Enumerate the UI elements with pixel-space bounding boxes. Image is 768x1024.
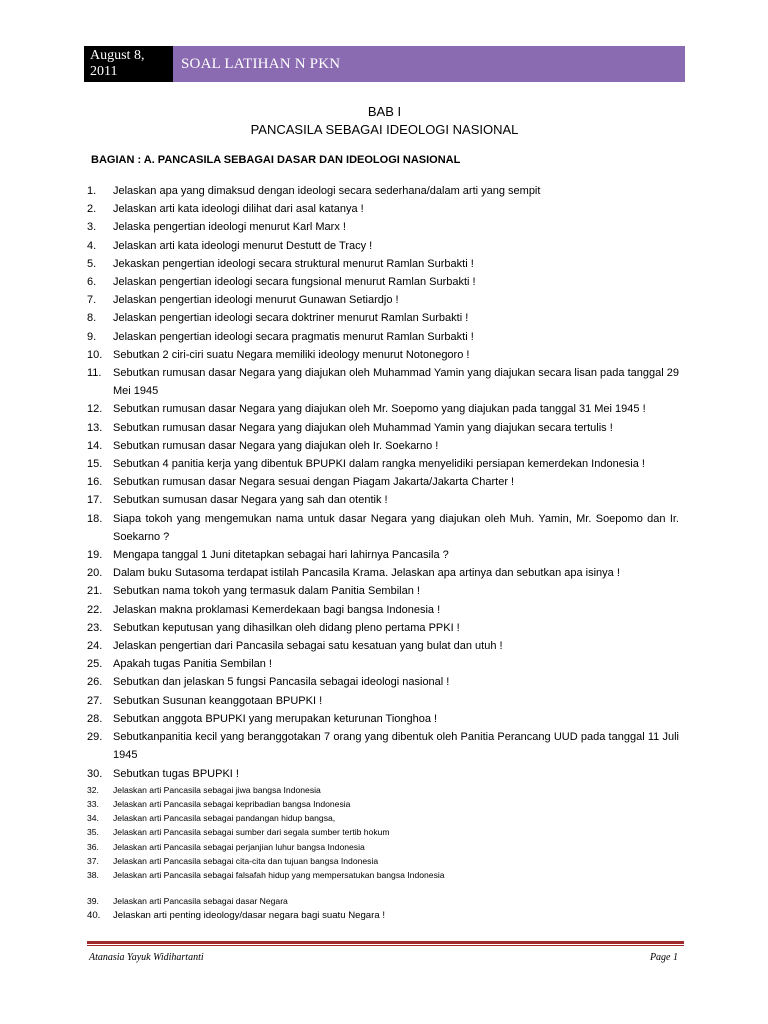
- question-text: Jelaskan arti Pancasila sebagai sumber dari segala sumber tertib hokum: [113, 827, 390, 838]
- question-text: Jelaskan pengertian ideologi secara doktriner menurut Ramlan Surbakti !: [113, 312, 469, 325]
- question-number: 27.: [87, 694, 103, 707]
- question-item: [87, 473, 679, 491]
- question-item: [87, 328, 679, 346]
- question-number: 8.: [87, 312, 97, 325]
- question-item: [87, 868, 679, 882]
- question-number: 39.: [87, 896, 99, 907]
- question-item: [87, 765, 679, 783]
- question-item: [87, 811, 679, 825]
- question-text: Sebutkan tugas BPUPKI !: [113, 767, 239, 780]
- question-list: [87, 182, 679, 923]
- question-text: Sebutkan keputusan yang dihasilkan oleh didang pleno pertama PPKI !: [113, 621, 460, 634]
- question-number: 36.: [87, 841, 99, 852]
- question-item: [87, 437, 679, 455]
- question-text: Jelaskan arti Pancasila sebagai pandangan hidup bangsa,: [113, 813, 336, 824]
- question-number: 34.: [87, 813, 99, 824]
- question-number: 14.: [87, 439, 103, 452]
- question-item: [87, 419, 679, 437]
- question-item: [87, 237, 679, 255]
- question-item: [87, 840, 679, 854]
- question-number: 5.: [87, 257, 97, 270]
- question-number: 29.: [87, 731, 103, 744]
- question-item: [87, 364, 679, 400]
- question-number: 30.: [87, 767, 103, 780]
- question-text: Jelaskan arti Pancasila sebagai kepribadian bangsa Indonesia: [113, 798, 351, 809]
- question-text: Jelaskan arti Pancasila sebagai falsafah hidup yang mempersatukan bangsa Indonesia: [113, 869, 445, 880]
- question-item: [87, 273, 679, 291]
- question-item: [87, 309, 679, 327]
- question-item: [87, 255, 679, 273]
- question-item: [87, 510, 679, 546]
- chapter-label: BAB I: [367, 104, 402, 119]
- question-text: Sebutkan 4 panitia kerja yang dibentuk BPUPKI dalam rangka menyelidiki persiapan kemerdekan Indonesia !: [113, 458, 645, 471]
- question-text: Jelaskan pengertian dari Pancasila sebagai satu kesatuan yang bulat dan utuh !: [113, 640, 503, 653]
- question-item: [87, 582, 679, 600]
- footer-divider: [87, 941, 684, 944]
- section-title: BAGIAN : A. PANCASILA SEBAGAI DASAR DAN IDEOLOGI NASIONAL: [91, 154, 461, 166]
- question-number: 6.: [87, 276, 97, 289]
- question-number: 38.: [87, 869, 99, 880]
- question-item: [87, 491, 679, 509]
- page-header: [84, 46, 685, 82]
- question-text: Dalam buku Sutasoma terdapat istilah Pancasila Krama. Jelaskan apa artinya dan sebutkan apa isinya !: [113, 567, 620, 580]
- header-title: SOAL LATIHAN N PKN: [173, 46, 685, 82]
- question-text: Apakah tugas Panitia Sembilan !: [113, 658, 272, 671]
- question-item: [87, 728, 679, 764]
- question-item: [87, 200, 679, 218]
- question-item: [87, 894, 679, 908]
- question-text: Jelaskan pengertian ideologi secara pragmatis menurut Ramlan Surbakti !: [113, 330, 474, 343]
- question-number: 19.: [87, 549, 103, 562]
- question-number: 25.: [87, 658, 103, 671]
- question-number: 13.: [87, 421, 103, 434]
- question-number: 20.: [87, 567, 103, 580]
- question-number: 21.: [87, 585, 103, 598]
- question-text: Sebutkan rumusan dasar Negara yang diajukan oleh Muhammad Yamin yang diajukan secara lisan pada tanggal 29 Mei 1945: [113, 367, 679, 398]
- question-item: [87, 564, 679, 582]
- question-number: 7.: [87, 294, 97, 307]
- question-text: Sebutkan dan jelaskan 5 fungsi Pancasila sebagai ideologi nasional !: [113, 676, 450, 689]
- question-number: 24.: [87, 640, 103, 653]
- question-text: Jelaskan arti kata ideologi menurut Destutt de Tracy !: [113, 239, 373, 252]
- question-item: [87, 692, 679, 710]
- question-text: Jelaskan apa yang dimaksud dengan ideologi secara sederhana/dalam arti yang sempit: [113, 185, 541, 197]
- question-item: [87, 346, 679, 364]
- question-number: 12.: [87, 403, 103, 416]
- question-number: 23.: [87, 621, 103, 634]
- question-text: Sebutkanpanitia kecil yang beranggotakan 7 orang yang dibentuk oleh Panitia Perancang UUD pada tanggal 11 Juli 1945: [113, 731, 679, 762]
- question-text: Jelaskan arti Pancasila sebagai cita-cita dan tujuan bangsa Indonesia: [113, 855, 379, 866]
- question-text: Jelaskan pengertian ideologi menurut Gunawan Setiardjo !: [113, 294, 399, 307]
- question-text: Sebutkan rumusan dasar Negara yang diajukan oleh Muhammad Yamin yang diajukan secara tertulis !: [113, 421, 613, 434]
- question-text: Sebutkan nama tokoh yang termasuk dalam Panitia Sembilan !: [113, 585, 420, 598]
- question-item: [87, 797, 679, 811]
- question-text: Jelaskan arti Pancasila sebagai dasar Negara: [113, 896, 288, 907]
- question-number: 9.: [87, 330, 97, 343]
- chapter-title: PANCASILA SEBAGAI IDEOLOGI NASIONAL: [250, 122, 519, 137]
- question-text: Jelaskan pengertian ideologi secara fungsional menurut Ramlan Surbakti !: [113, 276, 476, 289]
- question-number: 17.: [87, 494, 103, 507]
- question-number: 11.: [87, 367, 102, 380]
- question-number: 18.: [87, 512, 103, 525]
- question-item: [87, 455, 679, 473]
- question-text: Jelaskan arti Pancasila sebagai perjanjian luhur bangsa Indonesia: [113, 841, 365, 852]
- question-text: Siapa tokoh yang mengemukan nama untuk dasar Negara yang diajukan oleh Muh. Yamin, Mr. Soepomo dan Ir. Soekarno ?: [113, 512, 679, 543]
- question-number: 1.: [87, 185, 97, 197]
- question-item: [87, 710, 679, 728]
- question-item: [87, 825, 679, 839]
- question-number: 3.: [87, 221, 97, 234]
- question-number: 26.: [87, 676, 103, 689]
- question-number: 2.: [87, 203, 97, 216]
- footer-divider-thin: [87, 945, 684, 946]
- question-text: Sebutkan rumusan dasar Negara sesuai dengan Piagam Jakarta/Jakarta Charter !: [113, 476, 515, 489]
- question-item: [87, 673, 679, 691]
- spacer: [87, 882, 679, 894]
- question-item: [87, 783, 679, 797]
- question-number: 33.: [87, 798, 99, 809]
- question-number: 32.: [87, 784, 99, 795]
- question-item: [87, 182, 679, 200]
- question-item: [87, 400, 679, 418]
- question-number: 4.: [87, 239, 97, 252]
- question-number: 40.: [87, 910, 101, 922]
- header-date: August 8, 2011: [84, 46, 173, 82]
- question-number: 28.: [87, 712, 103, 725]
- question-text: Sebutkan rumusan dasar Negara yang diajukan oleh Ir. Soekarno !: [113, 439, 439, 452]
- question-item: [87, 601, 679, 619]
- question-text: Sebutkan 2 ciri-ciri suatu Negara memiliki ideology menurut Notonegoro !: [113, 348, 470, 361]
- question-number: 37.: [87, 855, 99, 866]
- question-item: [87, 655, 679, 673]
- question-item: [87, 637, 679, 655]
- question-text: Sebutkan anggota BPUPKI yang merupakan keturunan Tionghoa !: [113, 712, 438, 725]
- question-number: 10.: [87, 348, 103, 361]
- question-text: Jekaskan pengertian ideologi secara struktural menurut Ramlan Surbakti !: [113, 257, 474, 270]
- question-item: [87, 619, 679, 637]
- question-number: 16.: [87, 476, 103, 489]
- question-text: Sebutkan rumusan dasar Negara yang diajukan oleh Mr. Soepomo yang diajukan pada tanggal 31 Mei 1945 !: [113, 403, 646, 416]
- question-number: 15.: [87, 458, 103, 471]
- footer-author: Atanasia Yayuk Widihartanti: [89, 952, 204, 963]
- question-text: Jelaska pengertian ideologi menurut Karl Marx !: [113, 221, 346, 234]
- question-text: Jelaskan arti kata ideologi dilihat dari asal katanya !: [113, 203, 364, 216]
- question-number: 35.: [87, 827, 99, 838]
- question-item: [87, 546, 679, 564]
- question-item: [87, 291, 679, 309]
- question-text: Sebutkan Susunan keanggotaan BPUPKI !: [113, 694, 323, 707]
- question-item: [87, 854, 679, 868]
- question-text: Jelaskan makna proklamasi Kemerdekaan bagi bangsa Indonesia !: [113, 603, 441, 616]
- question-text: Jelaskan arti penting ideology/dasar negara bagi suatu Negara !: [113, 910, 386, 922]
- question-text: Mengapa tanggal 1 Juni ditetapkan sebagai hari lahirnya Pancasila ?: [113, 549, 449, 562]
- question-item: [87, 908, 679, 923]
- question-item: [87, 218, 679, 236]
- question-text: Jelaskan arti Pancasila sebagai jiwa bangsa Indonesia: [113, 784, 321, 795]
- question-text: Sebutkan sumusan dasar Negara yang sah dan otentik !: [113, 494, 388, 507]
- footer-page-number: Page 1: [649, 952, 678, 963]
- question-number: 22.: [87, 603, 103, 616]
